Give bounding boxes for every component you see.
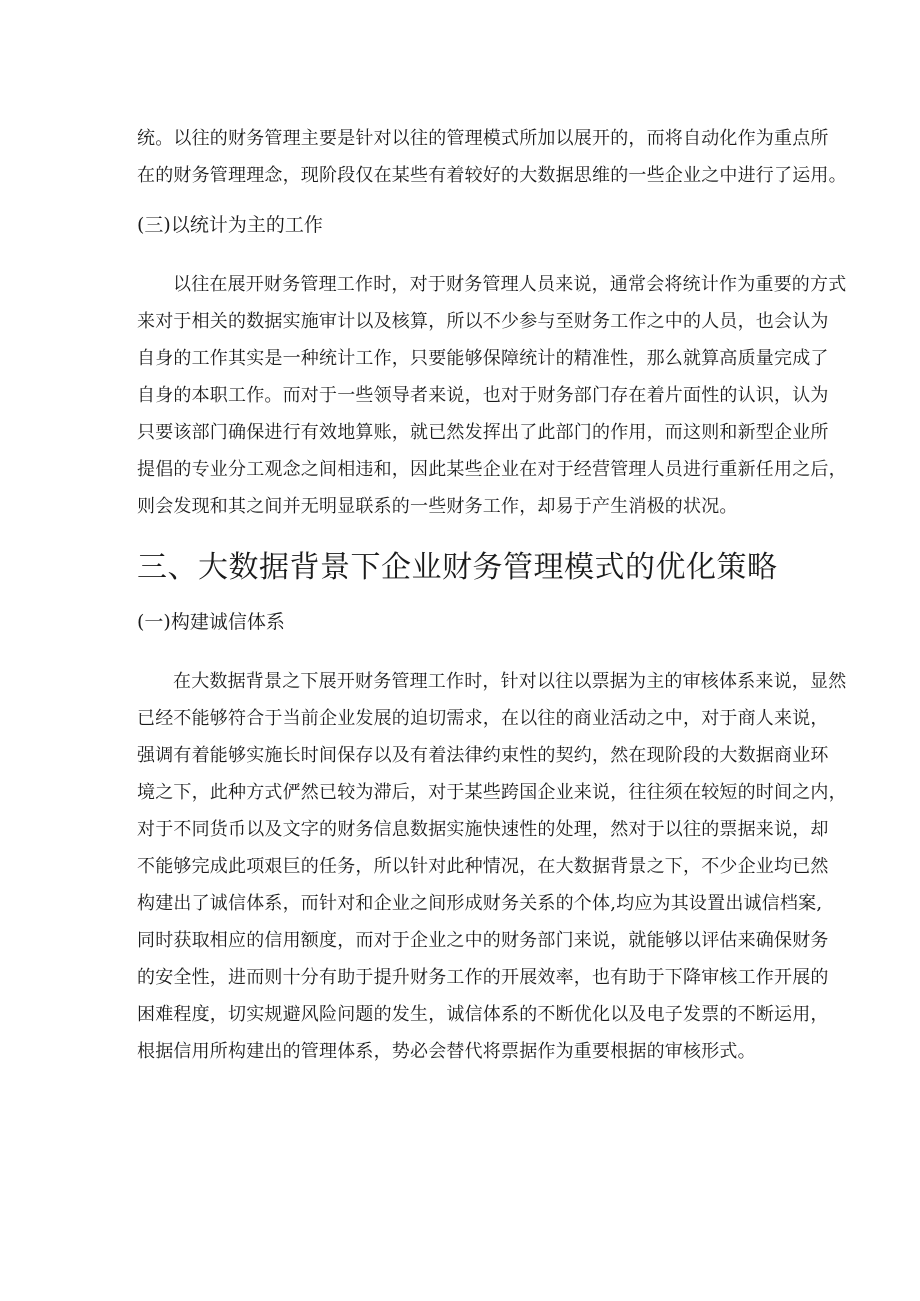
paragraph-line: 境之下，此种方式俨然已较为滞后，对于某些跨国企业来说，往往须在较短的时间之内， xyxy=(137,782,847,803)
paragraph-line: 的安全性，进而则十分有助于提升财务工作的开展效率，也有助于下降审核工作开展的 xyxy=(137,967,829,988)
paragraph-line: 强调有着能够实施长时间保存以及有着法律约束性的契约，然在现阶段的大数据商业环 xyxy=(137,745,829,766)
paragraph-line: 则会发现和其之间并无明显联系的一些财务工作，却易于产生消极的状况。 xyxy=(137,496,738,517)
paragraph-line: 不能够完成此项艰巨的任务，所以针对此种情况，在大数据背景之下，不少企业均已然 xyxy=(137,856,829,877)
document-page xyxy=(137,120,847,1070)
section-heading-statistics: (三)以统计为主的工作 xyxy=(137,214,323,236)
paragraph-line: 困难程度，切实规避风险问题的发生，诚信体系的不断优化以及电子发票的不断运用， xyxy=(137,1004,829,1025)
paragraph-line: 以往在展开财务管理工作时，对于财务管理人员来说，通常会将统计作为重要的方式 xyxy=(173,274,847,295)
paragraph-line: 只要该部门确保进行有效地算账，就已然发挥出了此部门的作用，而这则和新型企业所 xyxy=(137,422,829,443)
section-heading-integrity: (一)构建诚信体系 xyxy=(137,611,285,633)
chapter-heading: 三、大数据背景下企业财务管理模式的优化策略 xyxy=(137,550,778,585)
paragraph-line: 在的财务管理理念，现阶段仅在某些有着较好的大数据思维的一些企业之中进行了运用。 xyxy=(137,165,847,186)
statistics-paragraph xyxy=(137,266,847,525)
paragraph-line: 构建出了诚信体系，而针对和企业之间形成财务关系的个体,均应为其设置出诚信档案, xyxy=(137,893,823,914)
paragraph-line: 统。以往的财务管理主要是针对以往的管理模式所加以展开的，而将自动化作为重点所 xyxy=(137,128,829,149)
paragraph-line: 对于不同货币以及文字的财务信息数据实施快速性的处理，然对于以往的票据来说，却 xyxy=(137,819,829,840)
paragraph-line: 在大数据背景之下展开财务管理工作时，针对以往以票据为主的审核体系来说，显然 xyxy=(173,671,847,692)
paragraph-line: 同时获取相应的信用额度，而对于企业之中的财务部门来说，就能够以评估来确保财务 xyxy=(137,930,829,951)
intro-paragraph xyxy=(137,120,847,194)
paragraph-line: 根据信用所构建出的管理体系，势必会替代将票据作为重要根据的审核形式。 xyxy=(137,1041,756,1062)
paragraph-line: 自身的本职工作。而对于一些领导者来说，也对于财务部门存在着片面性的认识，认为 xyxy=(137,385,829,406)
paragraph-line: 来对于相关的数据实施审计以及核算，所以不少参与至财务工作之中的人员，也会认为 xyxy=(137,311,829,332)
paragraph-line: 提倡的专业分工观念之间相违和，因此某些企业在对于经营管理人员进行重新任用之后， xyxy=(137,459,847,480)
paragraph-line: 自身的工作其实是一种统计工作，只要能够保障统计的精准性，那么就算高质量完成了 xyxy=(137,348,829,369)
integrity-paragraph xyxy=(137,663,847,1070)
paragraph-line: 已经不能够符合于当前企业发展的迫切需求，在以往的商业活动之中，对于商人来说， xyxy=(137,708,829,729)
